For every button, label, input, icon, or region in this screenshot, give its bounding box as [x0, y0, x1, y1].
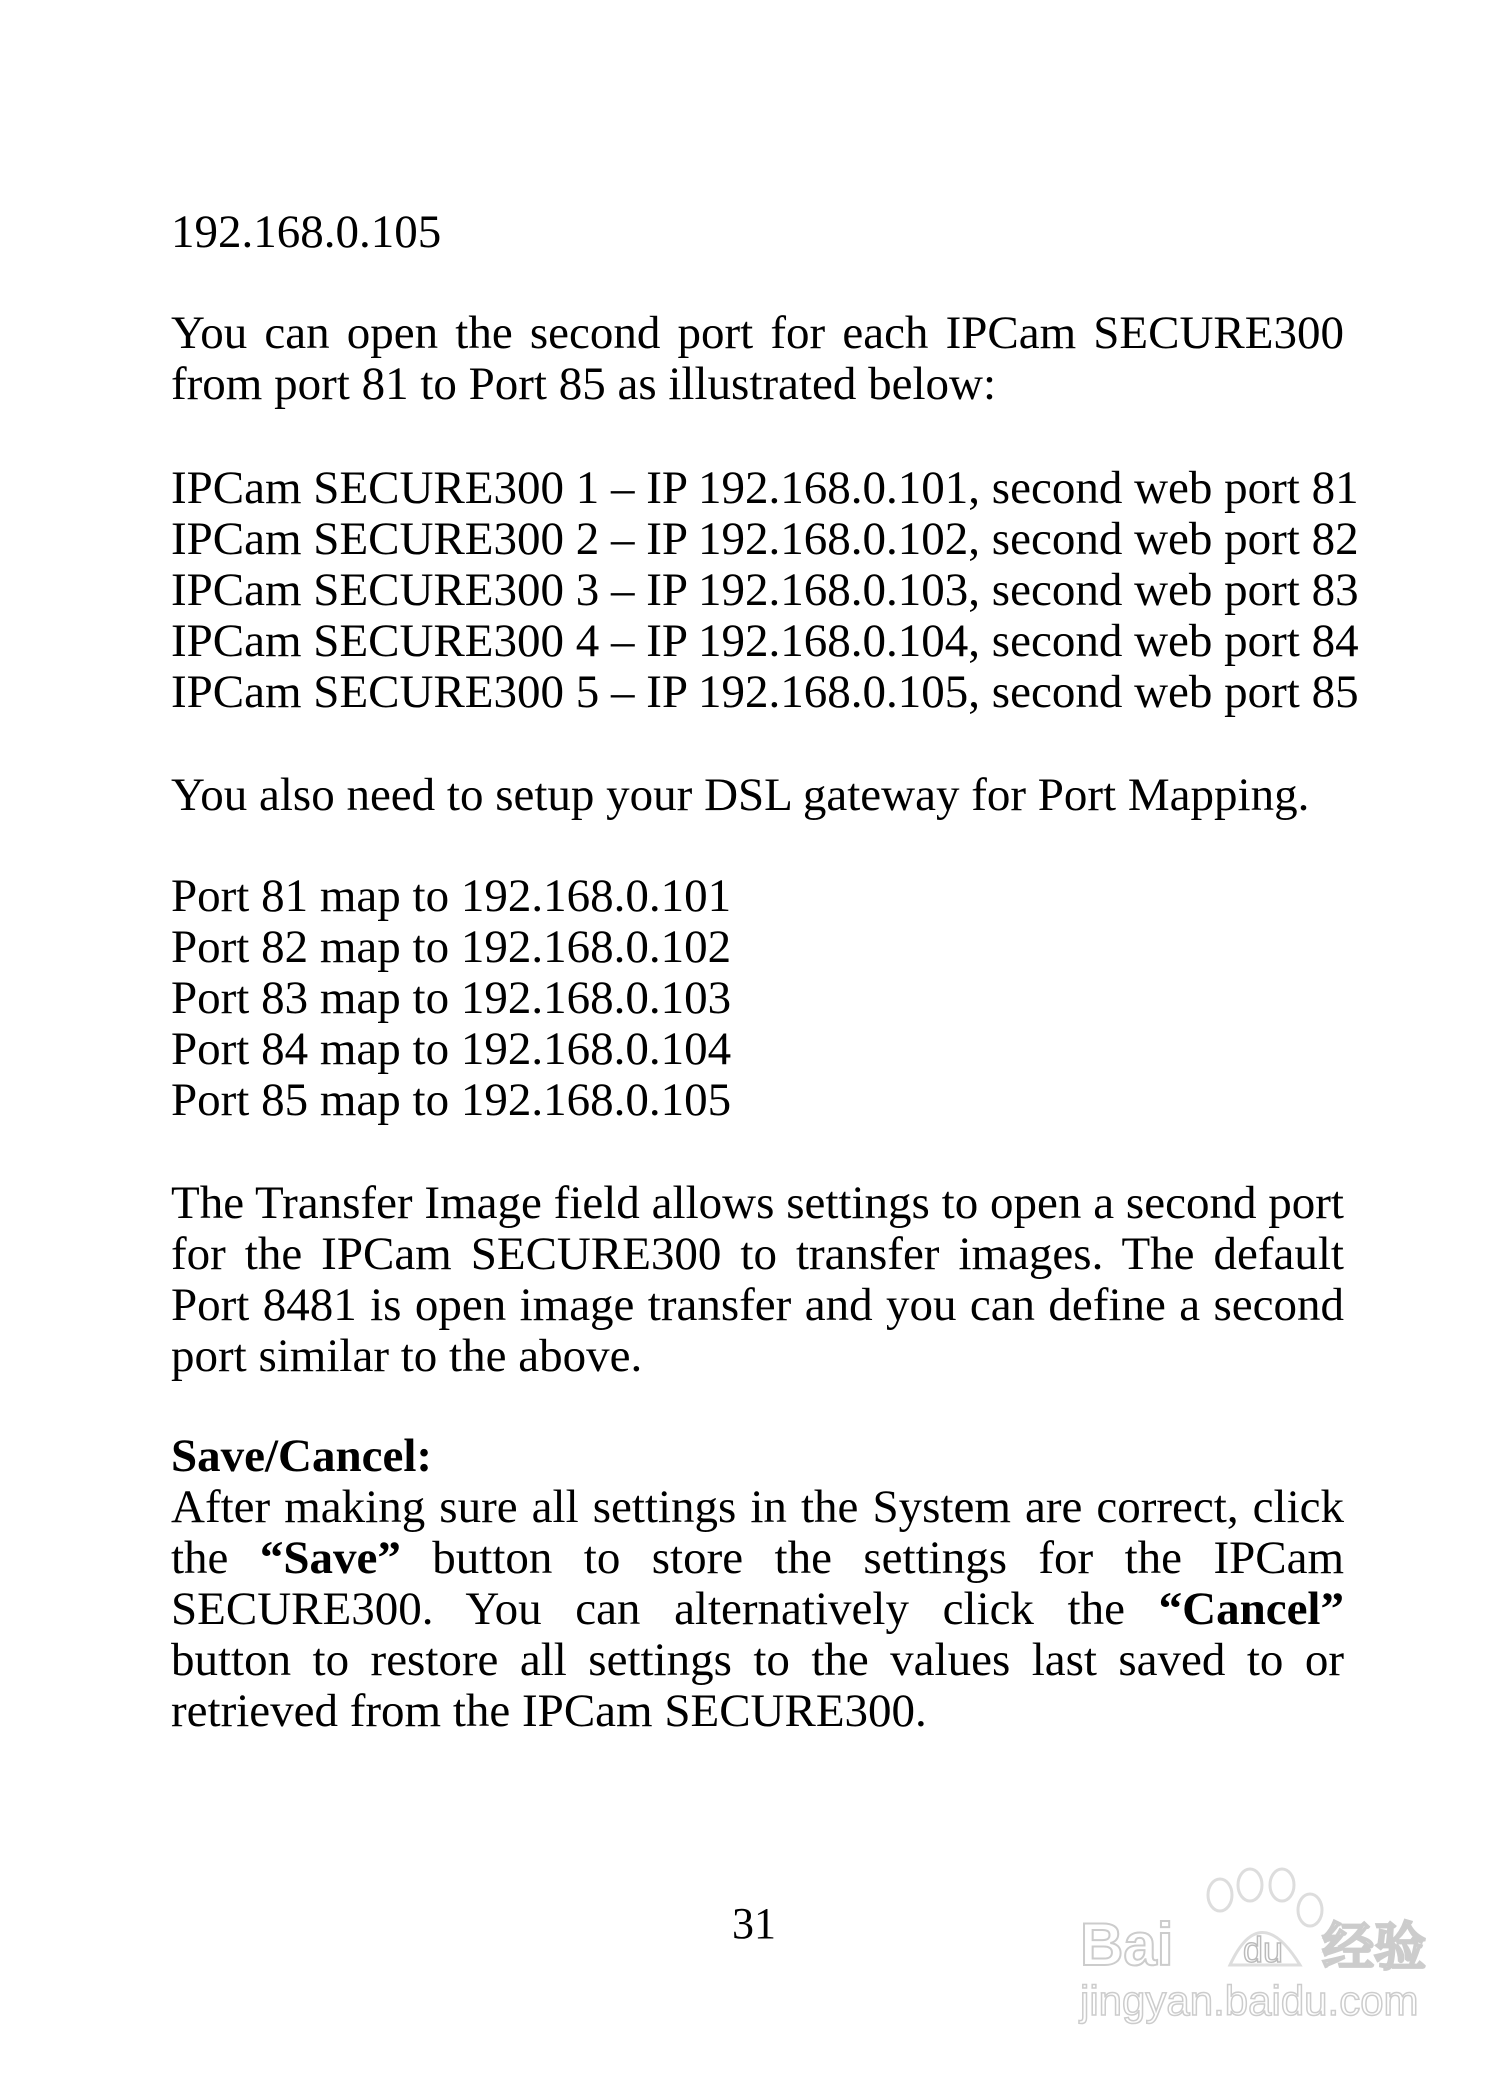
svg-text:经验: 经验: [1322, 1918, 1427, 1978]
ip-line: [171, 207, 1344, 258]
port-map-item: Port 85 map to 192.168.0.105: [171, 1074, 732, 1126]
camera-list: [171, 462, 1359, 718]
save-term: “Save”: [259, 1532, 401, 1584]
transfer-text: The Transfer Image field allows settings to open a second port for the IPCam SECURE300 to transfer images. The default Port 8481 is open image transfer and you can define a second port similar to the above.: [171, 1177, 1344, 1382]
svg-text:jingyan.baidu.com: jingyan.baidu.com: [1080, 1977, 1419, 2024]
baidu-watermark: [1060, 1840, 1460, 2030]
camera-item: IPCam SECURE300 4 – IP 192.168.0.104, second web port 84: [171, 615, 1359, 667]
save-cancel-heading: [171, 1431, 1344, 1482]
svg-text:Bai: Bai: [1080, 1911, 1174, 1978]
section-heading: Save/Cancel:: [171, 1430, 433, 1482]
camera-item: IPCam SECURE300 1 – IP 192.168.0.101, second web port 81: [171, 462, 1359, 514]
text-span: button to restore all settings to the values last saved to or retrieved from the IPCam SECURE300.: [171, 1634, 1344, 1737]
camera-item: IPCam SECURE300 2 – IP 192.168.0.102, second web port 82: [171, 513, 1359, 565]
camera-item: IPCam SECURE300 3 – IP 192.168.0.103, second web port 83: [171, 564, 1359, 616]
port-map-item: Port 81 map to 192.168.0.101: [171, 870, 732, 922]
dsl-note: [171, 770, 1344, 821]
camera-item: IPCam SECURE300 5 – IP 192.168.0.105, second web port 85: [171, 666, 1359, 718]
transfer-paragraph: [171, 1178, 1344, 1382]
text-span: button to store the settings for the IPCam SECURE300. You can alternatively click the: [171, 1532, 1344, 1635]
text-span: After making sure all settings in the System are correct, click the: [171, 1481, 1344, 1584]
intro-text: You can open the second port for each IPCam SECURE300 from port 81 to Port 85 as illustrated below:: [171, 307, 1344, 410]
port-map-item: Port 83 map to 192.168.0.103: [171, 972, 732, 1024]
dsl-note-text: You also need to setup your DSL gateway for Port Mapping.: [171, 769, 1310, 821]
cancel-term: “Cancel”: [1158, 1583, 1344, 1635]
ip-text: 192.168.0.105: [171, 206, 442, 258]
port-map-item: Port 82 map to 192.168.0.102: [171, 921, 732, 973]
port-map-item: Port 84 map to 192.168.0.104: [171, 1023, 732, 1075]
save-cancel-paragraph: [171, 1482, 1344, 1737]
svg-text:du: du: [1243, 1929, 1284, 1970]
intro-paragraph: [171, 308, 1344, 410]
page-number: 31: [732, 1899, 776, 1948]
port-map-list: [171, 871, 1344, 1126]
